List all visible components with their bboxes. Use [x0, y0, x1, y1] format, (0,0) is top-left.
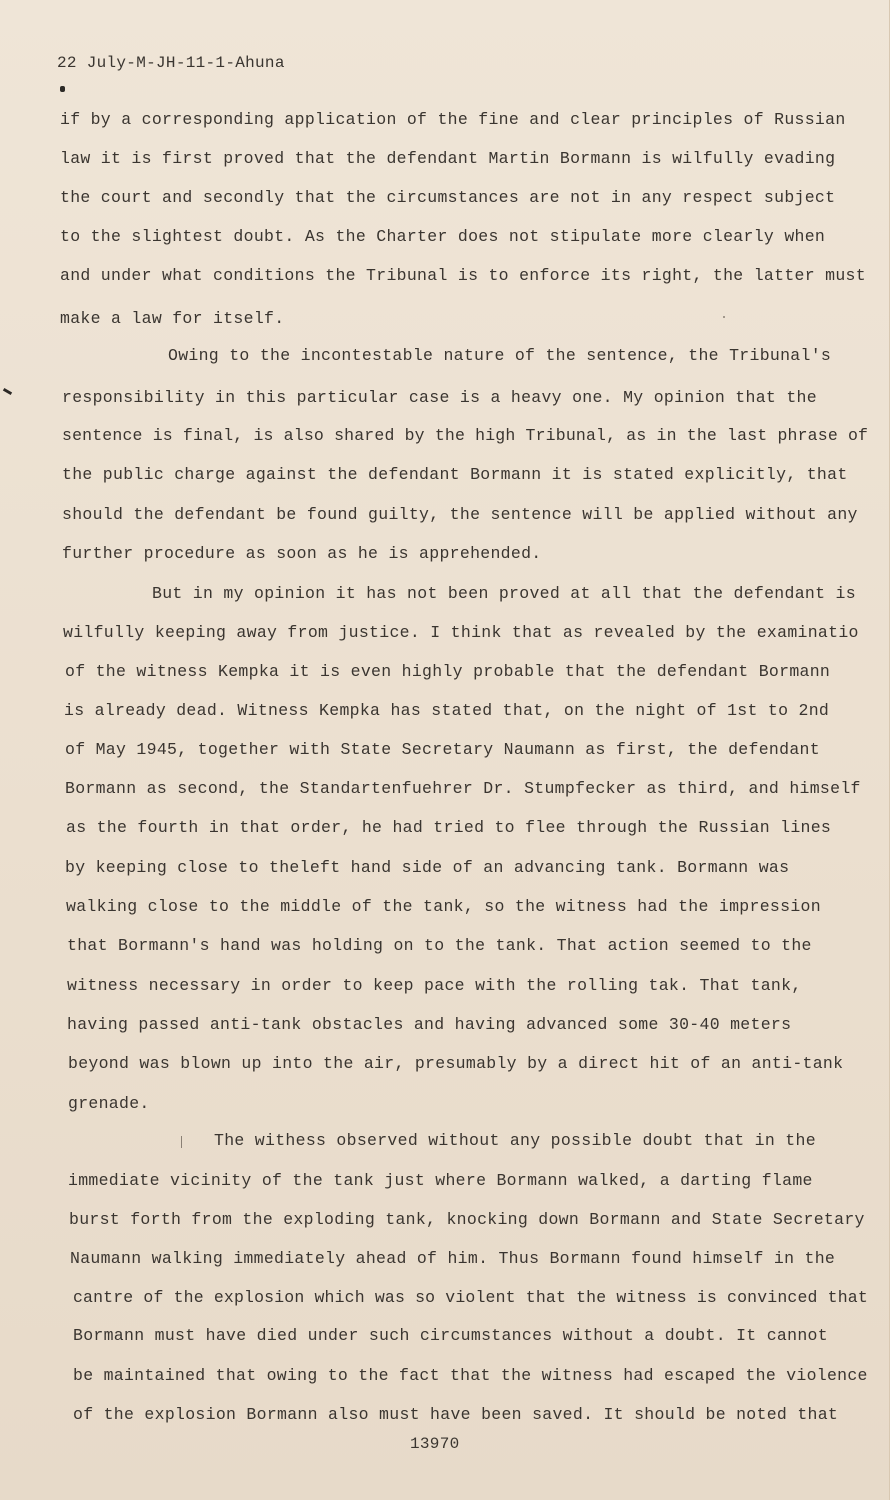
text-line: The withess observed without any possible doubt that in the: [214, 1131, 816, 1150]
text-line: grenade.: [68, 1094, 150, 1113]
text-line: responsibility in this particular case is a heavy one. My opinion that the: [62, 388, 817, 407]
text-line: But in my opinion it has not been proved at all that the defendant is: [152, 584, 856, 603]
text-line: further procedure as soon as he is apprehended.: [62, 544, 542, 563]
text-line: as the fourth in that order, he had tried to flee through the Russian lines: [66, 818, 832, 837]
text-line: Naumann walking immediately ahead of him. Thus Bormann found himself in the: [70, 1249, 836, 1268]
margin-dot-mark: [60, 86, 65, 92]
text-line: make a law for itself.: [60, 309, 285, 328]
margin-tick-mark: [3, 388, 12, 395]
text-line: law it is first proved that the defendant Martin Bormann is wilfully evading: [60, 149, 836, 168]
page-number: 13970: [410, 1435, 460, 1453]
text-line: walking close to the middle of the tank, so the witness had the impression: [66, 897, 821, 916]
page-header: 22 July-M-JH-11-1-Ahuna: [57, 54, 285, 72]
text-line: Owing to the incontestable nature of the sentence, the Tribunal's: [168, 346, 832, 365]
text-line: that Bormann's hand was holding on to the tank. That action seemed to the: [67, 936, 812, 955]
text-line: burst forth from the exploding tank, knocking down Bormann and State Secretary: [69, 1210, 865, 1229]
text-line: Bormann as second, the Standartenfuehrer Dr. Stumpfecker as third, and himself: [65, 779, 861, 798]
text-line: the court and secondly that the circumstances are not in any respect subject: [60, 188, 836, 207]
text-line: of the explosion Bormann also must have been saved. It should be noted that: [73, 1405, 839, 1424]
text-line: if by a corresponding application of the fine and clear principles of Russian: [60, 110, 846, 129]
text-line: sentence is final, is also shared by the high Tribunal, as in the last phrase of: [62, 426, 869, 445]
text-line: be maintained that owing to the fact that the witness had escaped the violence: [73, 1366, 868, 1385]
text-line: cantre of the explosion which was so violent that the witness is convinced that: [73, 1288, 868, 1307]
text-line: to the slightest doubt. As the Charter does not stipulate more clearly when: [60, 227, 826, 246]
text-line: having passed anti-tank obstacles and having advanced some 30-40 meters: [67, 1015, 792, 1034]
text-line: beyond was blown up into the air, presumably by a direct hit of an anti-tank: [68, 1054, 844, 1073]
text-line: wilfully keeping away from justice. I think that as revealed by the examinatio: [63, 623, 859, 642]
text-line: of May 1945, together with State Secretary Naumann as first, the defendant: [65, 740, 820, 759]
text-line: and under what conditions the Tribunal is to enforce its right, the latter must: [60, 266, 866, 285]
text-line: of the witness Kempka it is even highly probable that the defendant Bormann: [65, 662, 831, 681]
stray-pen-mark: [181, 1136, 182, 1148]
text-line: by keeping close to theleft hand side of an advancing tank. Bormann was: [65, 858, 790, 877]
stray-ink-speck: [723, 316, 725, 318]
text-line: Bormann must have died under such circumstances without a doubt. It cannot: [73, 1326, 828, 1345]
text-line: witness necessary in order to keep pace with the rolling tak. That tank,: [67, 976, 802, 995]
text-line: should the defendant be found guilty, the sentence will be applied without any: [62, 505, 858, 524]
text-line: the public charge against the defendant Bormann it is stated explicitly, that: [62, 465, 848, 484]
text-line: is already dead. Witness Kempka has stated that, on the night of 1st to 2nd: [64, 701, 830, 720]
text-line: immediate vicinity of the tank just where Bormann walked, a darting flame: [68, 1171, 813, 1190]
